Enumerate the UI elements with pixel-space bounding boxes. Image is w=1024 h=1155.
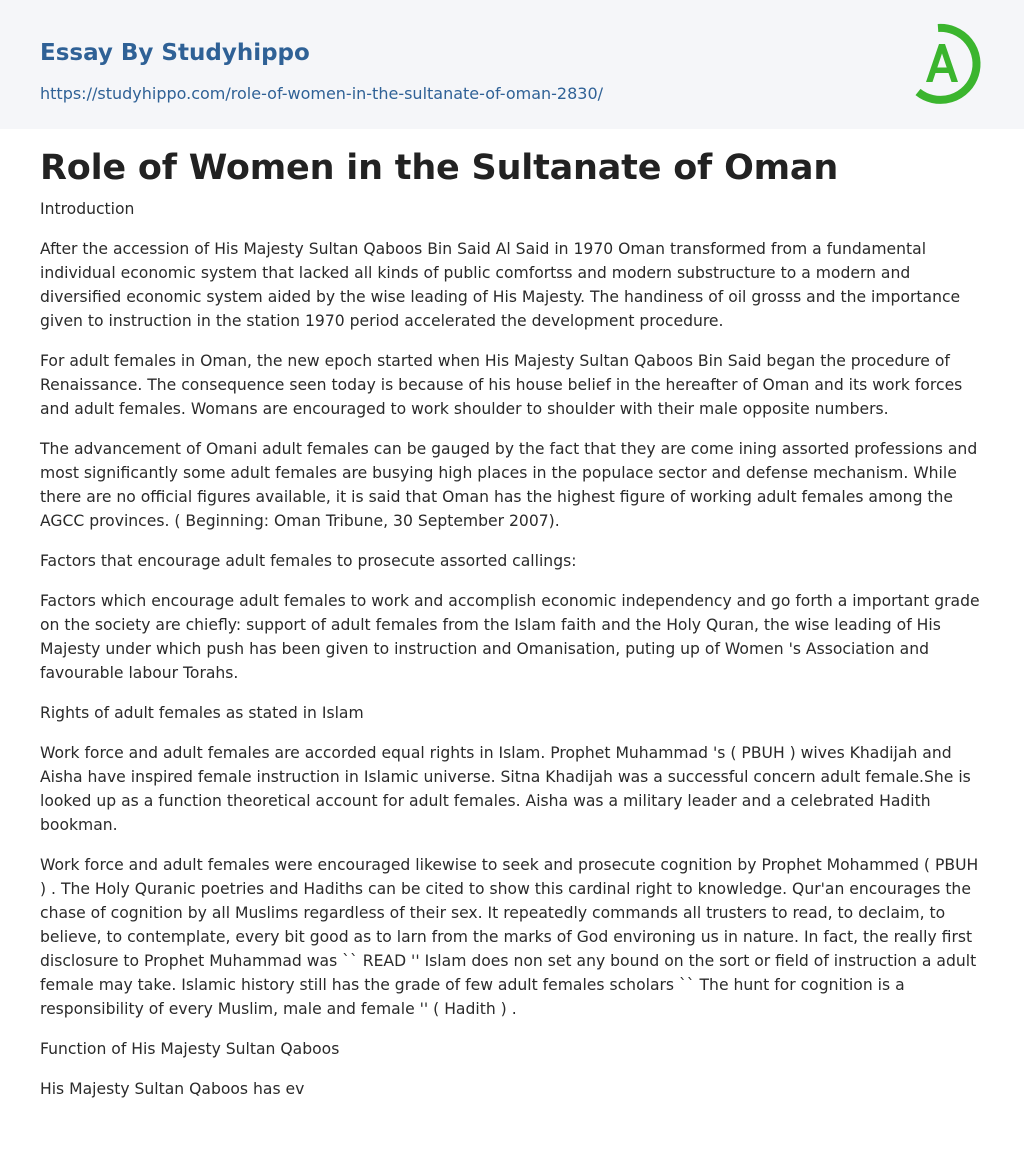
studyhippo-logo[interactable]: [912, 20, 988, 106]
essay-content: [0, 147, 1024, 1101]
essay-paragraph: Factors that encourage adult females to prosecute assorted callings:: [40, 552, 577, 570]
essay-paragraph: Work force and adult females were encouraged likewise to seek and prosecute cognition by Prophet Mohammed ( PBUH ) . The Holy Quranic poetries and Hadiths can be cited to show this cardinal right to knowledge. Qur'an encourages the chase of cognition by all Muslims regardless of their sex. It repeatedly commands all trusters to read, to declaim, to believe, to contemplate, every bit good as to larn from the marks of God environing us in nature. In fact, the really first disclosure to Prophet Muhammad was `` READ '' Islam does non set any bound on the sort or field of instruction a adult female may take. Islamic history still has the grade of few adult females scholars `` The hunt for cognition is a responsibility of every Muslim, male and female '' ( Hadith ) .: [40, 856, 979, 1018]
logo-icon: [912, 20, 988, 106]
page-title: Role of Women in the Sultanate of Oman: [40, 148, 839, 188]
essay-paragraph: For adult females in Oman, the new epoch started when His Majesty Sultan Qaboos Bin Said began the procedure of Renaissance. The consequence seen today is because of his house belief in the hereafter of Oman and its work forces and adult females. Womans are encouraged to work shoulder to shoulder with their male opposite numbers.: [40, 352, 963, 418]
essay-paragraph: Rights of adult females as stated in Islam: [40, 704, 364, 722]
site-title[interactable]: Essay By Studyhippo: [40, 40, 310, 66]
site-header: [0, 0, 1024, 129]
essay-paragraph: His Majesty Sultan Qaboos has ev: [40, 1080, 305, 1098]
essay-paragraph: Work force and adult females are accorded equal rights in Islam. Prophet Muhammad 's ( PBUH ) wives Khadijah and Aisha have inspired female instruction in Islamic universe. Sitna Khadijah was a successful concern adult female.She is looked up as a function theoretical account for adult females. Aisha was a military leader and a celebrated Hadith bookman.: [40, 744, 971, 834]
essay-paragraph: After the accession of His Majesty Sultan Qaboos Bin Said Al Said in 1970 Oman transformed from a fundamental individual economic system that lacked all kinds of public comfortss and modern substructure to a modern and diversified economic system aided by the wise leading of His Majesty. The handiness of oil grosss and the importance given to instruction in the station 1970 period accelerated the development procedure.: [40, 240, 961, 330]
essay-paragraph: The advancement of Omani adult females can be gauged by the fact that they are come ining assorted professions and most significantly some adult females are busying high places in the populace sector and defense mechanism. While there are no official figures available, it is said that Oman has the highest figure of working adult females among the AGCC provinces. ( Beginning: Oman Tribune, 30 September 2007).: [40, 440, 978, 530]
essay-paragraph: Function of His Majesty Sultan Qaboos: [40, 1040, 340, 1058]
essay-paragraph: Introduction: [40, 200, 135, 218]
essay-paragraph: Factors which encourage adult females to work and accomplish economic independency and go forth a important grade on the society are chiefly: support of adult females from the Islam faith and the Holy Quran, the wise leading of His Majesty under which push has been given to instruction and Omanisation, puting up of Women 's Association and favourable labour Torahs.: [40, 592, 980, 682]
source-url-link[interactable]: https://studyhippo.com/role-of-women-in-the-sultanate-of-oman-2830/: [40, 84, 604, 103]
